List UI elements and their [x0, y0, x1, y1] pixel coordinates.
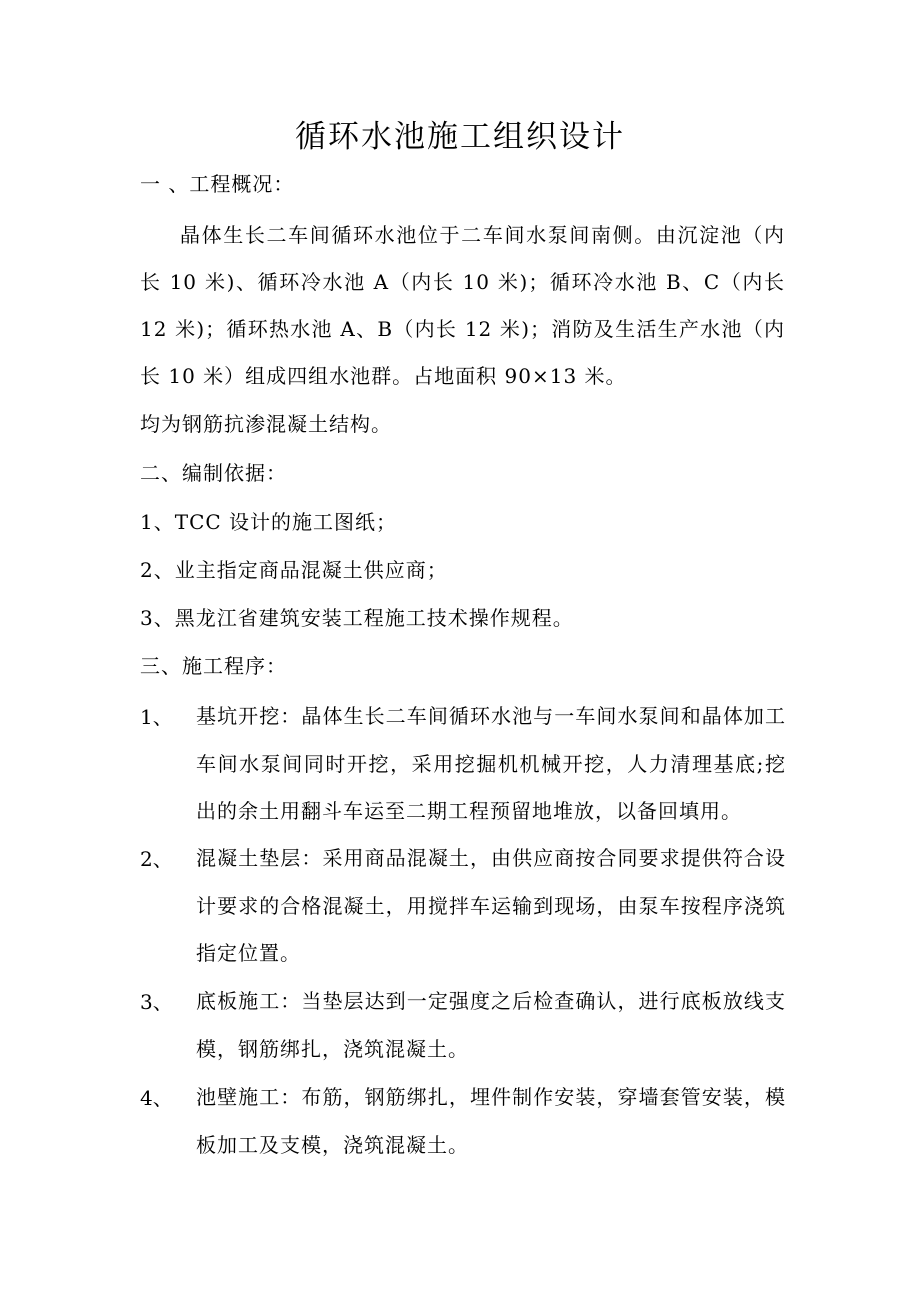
procedure-item-text: 基坑开挖：晶体生长二车间循环水池与一车间水泵间和晶体加工车间水泵间同时开挖，采用挖掘机机械开挖，人力清理基底;挖出的余土用翻斗车运至二期工程预留地堆放，以备回填用。 [196, 704, 786, 823]
procedure-item-text: 混凝土垫层：采用商品混凝土，由供应商按合同要求提供符合设计要求的合格混凝土，用搅拌车运输到现场，由泵车按程序浇筑指定位置。 [196, 846, 786, 965]
procedure-item-number: 1、 [140, 705, 173, 729]
basis-item: 3、黑龙江省建筑安装工程施工技术操作规程。 [140, 606, 574, 630]
overview-structure: 均为钢筋抗渗混凝土结构。 [140, 412, 392, 436]
procedure-heading: 三、施工程序： [140, 654, 287, 678]
procedure-item-text: 池壁施工：布筋，钢筋绑扎，埋件制作安装，穿墙套管安装，模板加工及支模，浇筑混凝土。 [196, 1085, 786, 1157]
procedure-item-number: 3、 [140, 990, 173, 1014]
basis-item: 2、业主指定商品混凝土供应商； [140, 558, 448, 582]
overview-heading: 一 、工程概况： [140, 172, 295, 196]
document-title: 循环水池施工组织设计 [295, 119, 625, 155]
procedure-item-number: 2、 [140, 847, 173, 871]
basis-item: 1、TCC 设计的施工图纸； [140, 510, 398, 534]
procedure-item-text: 底板施工：当垫层达到一定强度之后检查确认，进行底板放线支模，钢筋绑扎，浇筑混凝土。 [196, 989, 786, 1061]
procedure-item-number: 4、 [140, 1086, 173, 1110]
overview-paragraph: 晶体生长二车间循环水池位于二车间水泵间南侧。由沉淀池（内长 10 米)、循环冷水池 A（内长 10 米)；循环冷水池 B、C（内长 12 米)；循环热水池 A、B（内长 12 米)；消防及生活生产水池（内长 10 米）组成四组水池群。占地面积 90×13 米。 [140, 223, 785, 388]
basis-heading: 二、编制依据： [140, 461, 287, 485]
